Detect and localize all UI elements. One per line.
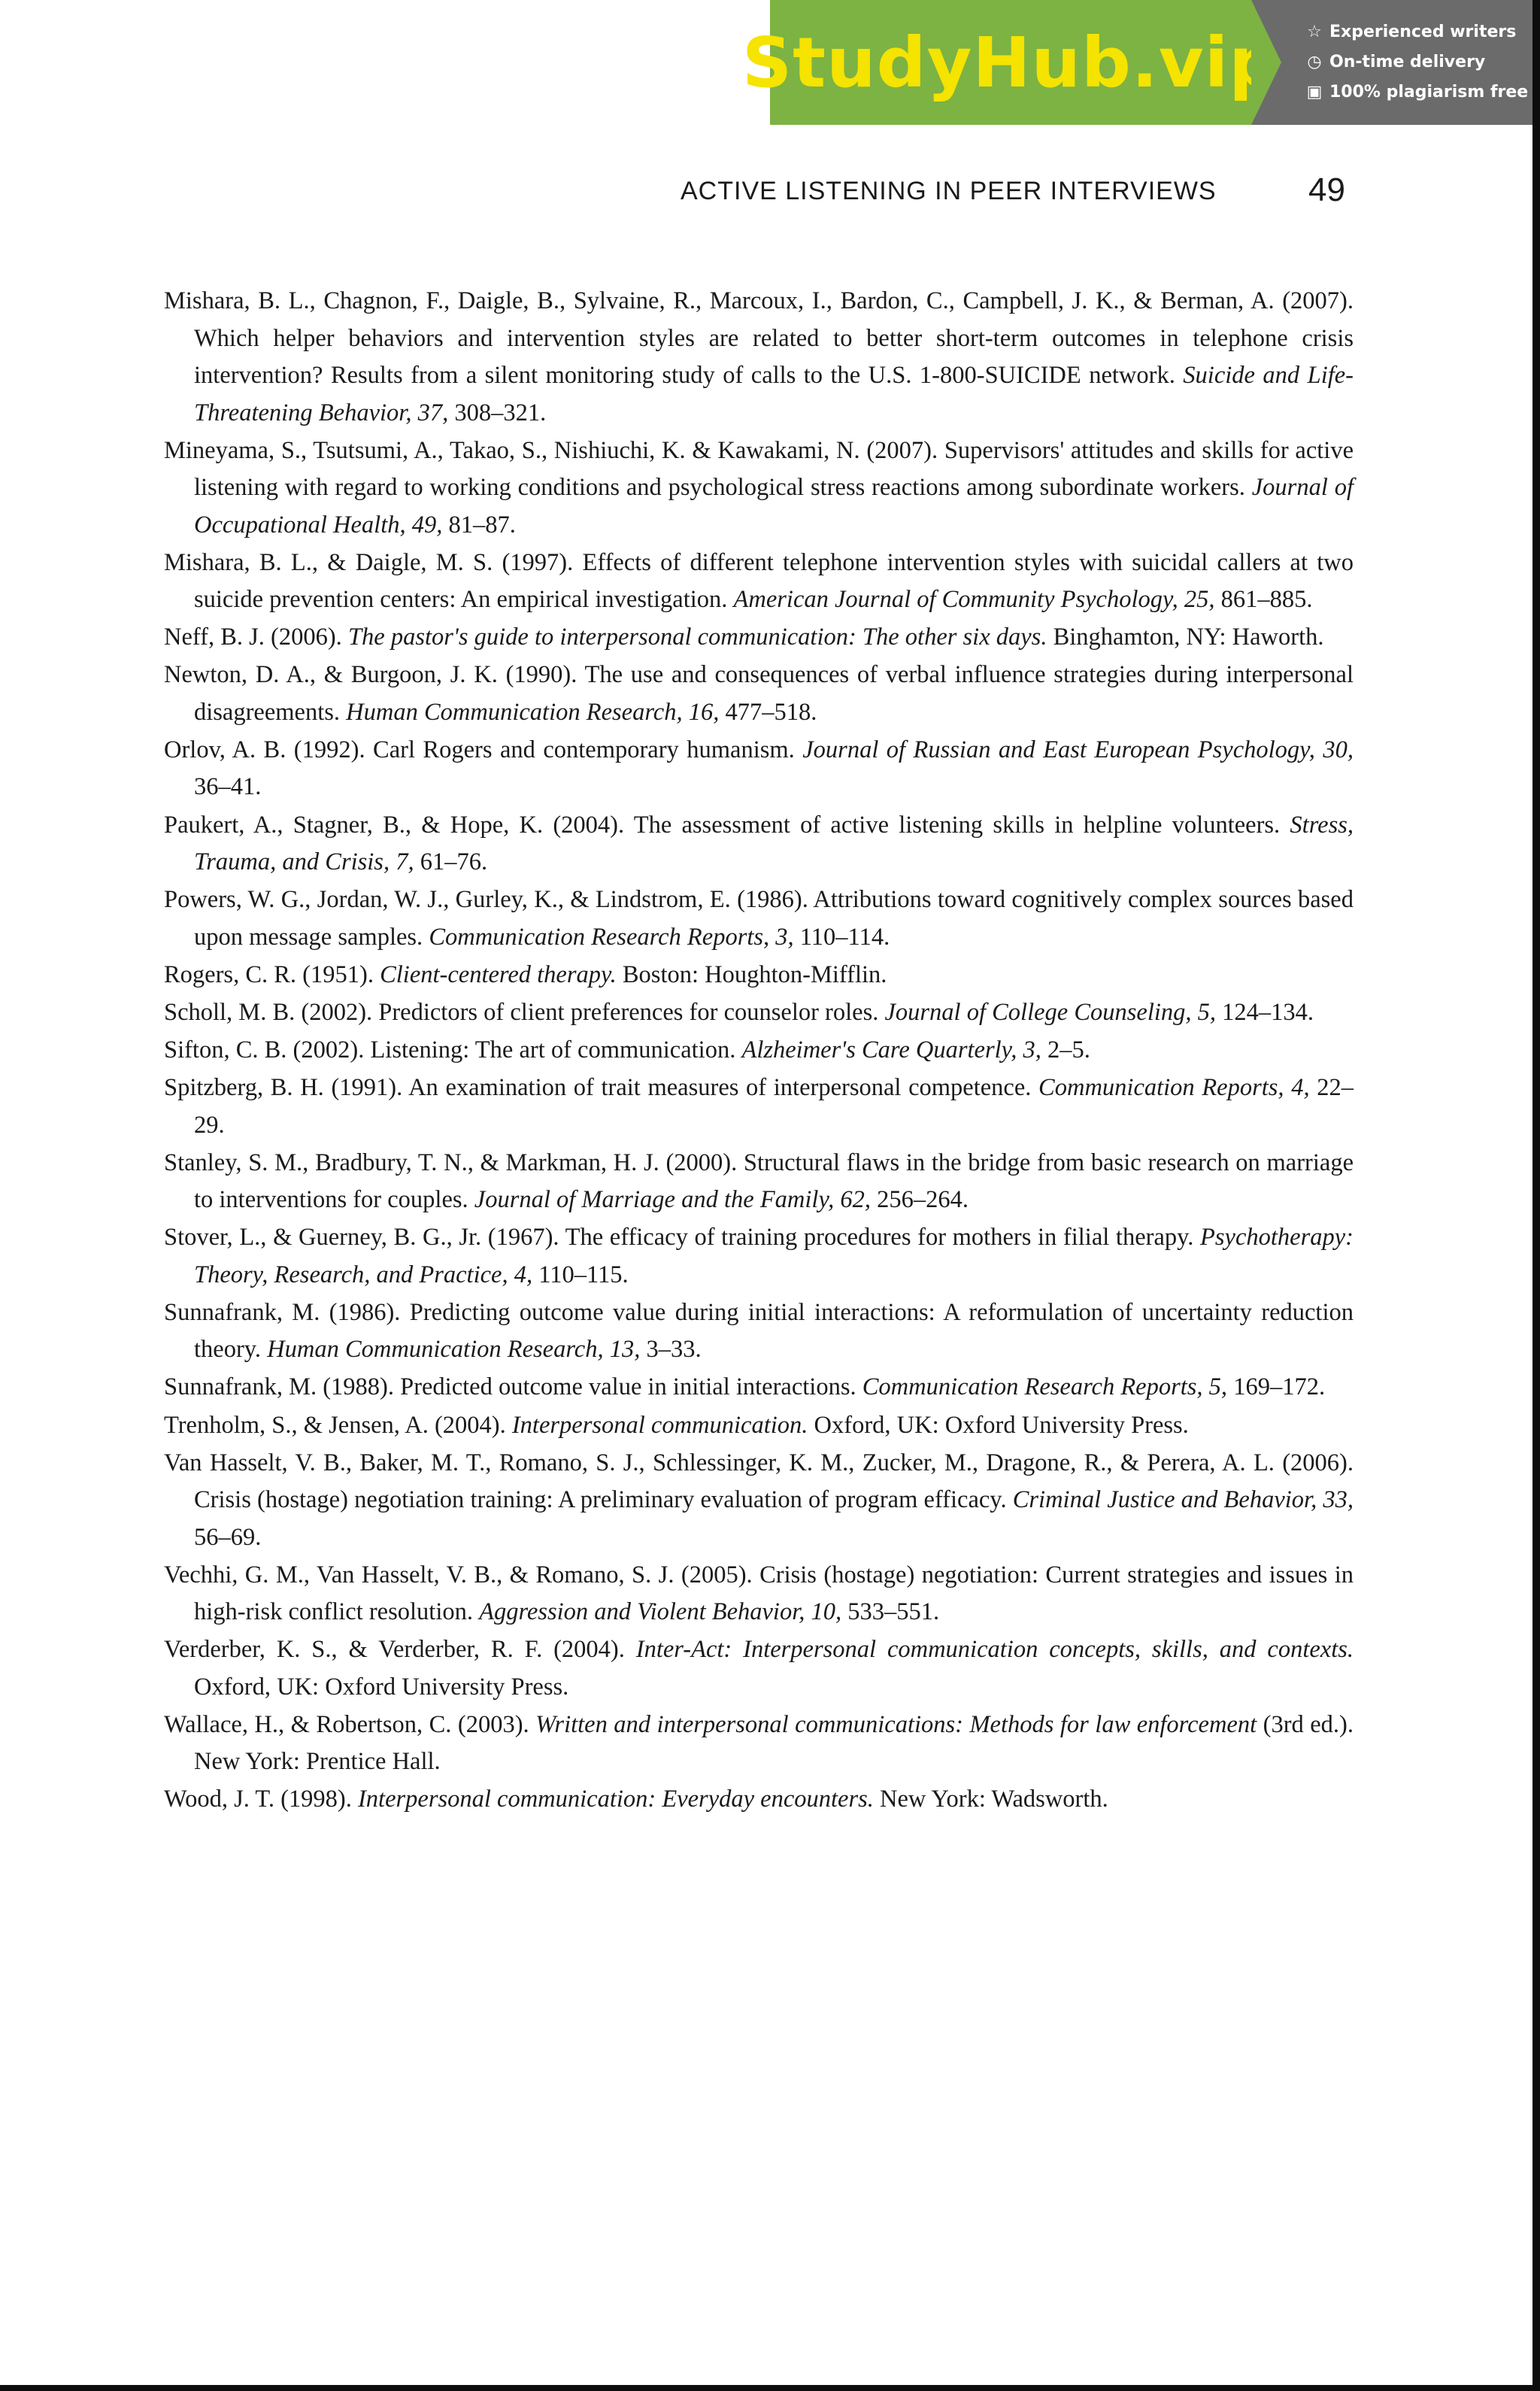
reference-source: Stress, Trauma, and Crisis, 7, — [194, 811, 1354, 876]
document-icon: ▣ — [1306, 83, 1323, 102]
reference-text: Vechhi, G. M., Van Hasselt, V. B., & Romano, S. J. (2005). Crisis (hostage) negotiation: Current strategies and issues in high-risk conflict resolution. — [164, 1561, 1354, 1626]
reference-source: Interpersonal communication: Everyday encounters. — [357, 1786, 874, 1813]
reference-text: Mineyama, S., Tsutsumi, A., Takao, S., Nishiuchi, K. & Kawakami, N. (2007). Supervisors' attitudes and skills for active listening with regard to working conditions and psychological stress reactions among subordinate workers. — [164, 436, 1354, 502]
reference-source: Communication Research Reports, 5, — [862, 1373, 1228, 1401]
reference-pages: Boston: Houghton-Mifflin. — [616, 960, 887, 988]
reference-pages: 61–76. — [414, 848, 488, 876]
reference-text: Verderber, K. S., & Verderber, R. F. (2004). — [164, 1636, 636, 1664]
reference-pages: 36–41. — [194, 773, 262, 801]
reference-source: Psychotherapy: Theory, Research, and Practice, 4, — [194, 1224, 1354, 1288]
reference-source: Journal of Marriage and the Family, 62, — [474, 1186, 871, 1214]
reference-pages: 81–87. — [442, 511, 516, 539]
reference-pages: 22–29. — [194, 1074, 1354, 1139]
page-edge-right — [1532, 0, 1540, 2391]
reference-entry — [164, 1631, 1354, 1706]
reference-entry — [164, 1781, 1354, 1819]
reference-source: Journal of College Counseling, 5, — [884, 998, 1217, 1026]
banner-feature — [1304, 77, 1532, 108]
reference-source: Alzheimer's Care Quarterly, 3, — [741, 1036, 1041, 1064]
reference-text: Paukert, A., Stagner, B., & Hope, K. (2004). The assessment of active listening skills in helpline volunteers. — [164, 811, 1290, 839]
reference-pages: 56–69. — [194, 1523, 262, 1551]
banner-feature — [1304, 47, 1532, 77]
banner-feature-text: 100% plagiarism free — [1329, 83, 1529, 102]
reference-source: Journal of Russian and East European Psychology, 30, — [802, 736, 1354, 763]
reference-pages: 3–33. — [640, 1336, 702, 1364]
reference-source: Client-centered therapy. — [380, 960, 617, 988]
reference-pages: 861–885. — [1214, 586, 1313, 614]
reference-entry — [164, 957, 1354, 994]
reference-text: Powers, W. G., Jordan, W. J., Gurley, K., & Lindstrom, E. (1986). Attributions toward cognitively complex sources based upon message samples. — [164, 886, 1354, 951]
reference-pages: 169–172. — [1227, 1373, 1326, 1401]
banner-feature-text: Experienced writers — [1329, 23, 1517, 41]
reference-pages: Binghamton, NY: Haworth. — [1047, 624, 1324, 651]
reference-entry — [164, 1219, 1354, 1294]
reference-text: Wood, J. T. (1998). — [164, 1786, 358, 1813]
reference-text: Trenholm, S., & Jensen, A. (2004). — [164, 1411, 512, 1439]
reference-pages: New York: Wadsworth. — [873, 1786, 1108, 1813]
reference-source: Human Communication Research, 16, — [346, 698, 720, 726]
reference-source: Human Communication Research, 13, — [267, 1336, 641, 1364]
reference-source: Journal of Occupational Health, 49, — [194, 474, 1354, 539]
reference-source: Inter-Act: Interpersonal communication concepts, skills, and contexts. — [635, 1636, 1354, 1664]
reference-text: Mishara, B. L., & Daigle, M. S. (1997). Effects of different telephone intervention styles with suicidal callers at two suicide prevention centers: An empirical investigation. — [164, 548, 1354, 614]
reference-pages: 2–5. — [1041, 1036, 1090, 1064]
reference-entry — [164, 657, 1354, 731]
reference-list — [164, 283, 1354, 1819]
reference-pages: Oxford, UK: Oxford University Press. — [808, 1411, 1189, 1439]
reference-source: Interpersonal communication. — [511, 1411, 808, 1439]
running-head: ACTIVE LISTENING IN PEER INTERVIEWS — [681, 177, 1217, 205]
reference-text: Stover, L., & Guerney, B. G., Jr. (1967). The efficacy of training procedures for mothers in filial therapy. — [164, 1224, 1201, 1252]
reference-source: American Journal of Community Psychology, 25, — [733, 586, 1215, 614]
reference-entry — [164, 1369, 1354, 1406]
reference-entry — [164, 994, 1354, 1032]
banner-arrow — [1251, 0, 1281, 125]
reference-text: Sunnafrank, M. (1986). Predicting outcome value during initial interactions: A reformulation of uncertainty reduction theory. — [164, 1298, 1354, 1364]
reference-entry — [164, 1145, 1354, 1219]
reference-pages: 477–518. — [719, 698, 817, 726]
reference-text: Sunnafrank, M. (1988). Predicted outcome value in initial interactions. — [164, 1373, 862, 1401]
reference-text: Sifton, C. B. (2002). Listening: The art of communication. — [164, 1036, 742, 1064]
reference-entry — [164, 1707, 1354, 1781]
reference-pages: (3rd ed.). New York: Prentice Hall. — [194, 1710, 1354, 1776]
banner-feature-text: On-time delivery — [1329, 53, 1486, 71]
reference-text: Spitzberg, B. H. (1991). An examination of trait measures of interpersonal competence. — [164, 1074, 1039, 1102]
reference-entry — [164, 1445, 1354, 1557]
banner-feature — [1304, 17, 1532, 47]
reference-text: Neff, B. J. (2006). — [164, 624, 348, 651]
reference-source: Criminal Justice and Behavior, 33, — [1012, 1486, 1354, 1514]
reference-pages: Oxford, UK: Oxford University Press. — [194, 1673, 569, 1701]
reference-source: Aggression and Violent Behavior, 10, — [479, 1598, 842, 1626]
clock-icon: ◷ — [1307, 53, 1322, 71]
banner-features — [1251, 0, 1532, 125]
reference-entry — [164, 432, 1354, 545]
star-icon: ☆ — [1307, 23, 1322, 41]
reference-pages: 110–115. — [532, 1261, 629, 1288]
reference-text: Newton, D. A., & Burgoon, J. K. (1990). The use and consequences of verbal influence strategies during interpersonal disagreements. — [164, 661, 1354, 726]
reference-source: Suicide and Life-Threatening Behavior, 37, — [194, 362, 1354, 426]
reference-entry — [164, 732, 1354, 806]
reference-entry — [164, 545, 1354, 619]
reference-text: Mishara, B. L., Chagnon, F., Daigle, B., Sylvaine, R., Marcoux, I., Bardon, C., Campbell, J. K., & Berman, A. (2007). Which helper behaviors and intervention styles are related to better short-term outcomes in telephone crisis intervention? Results from a silent monitoring study of calls to the U.S. 1-800-SUICIDE network. — [164, 287, 1354, 389]
reference-text: Wallace, H., & Robertson, C. (2003). — [164, 1710, 536, 1738]
banner-logo-text: StudyHub.vip — [741, 22, 1280, 103]
reference-entry — [164, 1032, 1354, 1070]
reference-entry — [164, 881, 1354, 956]
reference-pages: 256–264. — [870, 1186, 969, 1214]
reference-entry — [164, 1294, 1354, 1369]
reference-entry — [164, 283, 1354, 432]
reference-text: Rogers, C. R. (1951). — [164, 960, 380, 988]
page-edge-bottom — [0, 2385, 1540, 2391]
reference-pages: 124–134. — [1216, 998, 1314, 1026]
reference-source: Communication Research Reports, 3, — [429, 923, 794, 951]
banner-logo[interactable] — [741, 0, 1280, 125]
reference-text: Stanley, S. M., Bradbury, T. N., & Markman, H. J. (2000). Structural flaws in the bridge from basic research on marriage to interventions for couples. — [164, 1148, 1354, 1214]
reference-pages: 308–321. — [448, 399, 547, 426]
reference-text: Van Hasselt, V. B., Baker, M. T., Romano, S. J., Schlessinger, K. M., Zucker, M., Dragone, R., & Perera, A. L. (2006). Crisis (hostage) negotiation training: A preliminary evaluation of program efficacy. — [164, 1449, 1354, 1514]
reference-entry — [164, 807, 1354, 881]
reference-pages: 110–114. — [793, 923, 890, 951]
page-number: 49 — [1308, 171, 1345, 208]
reference-source: Communication Reports, 4, — [1038, 1074, 1310, 1102]
reference-source: Written and interpersonal communications: Methods for law enforcement — [535, 1710, 1257, 1738]
reference-entry — [164, 619, 1354, 657]
reference-entry — [164, 1557, 1354, 1631]
reference-pages: 533–551. — [841, 1598, 940, 1626]
reference-source: The pastor's guide to interpersonal communication: The other six days. — [347, 624, 1047, 651]
reference-entry — [164, 1070, 1354, 1144]
ad-banner[interactable] — [741, 0, 1532, 125]
reference-text: Orlov, A. B. (1992). Carl Rogers and contemporary humanism. — [164, 736, 803, 763]
reference-entry — [164, 1407, 1354, 1445]
reference-text: Scholl, M. B. (2002). Predictors of client preferences for counselor roles. — [164, 998, 885, 1026]
